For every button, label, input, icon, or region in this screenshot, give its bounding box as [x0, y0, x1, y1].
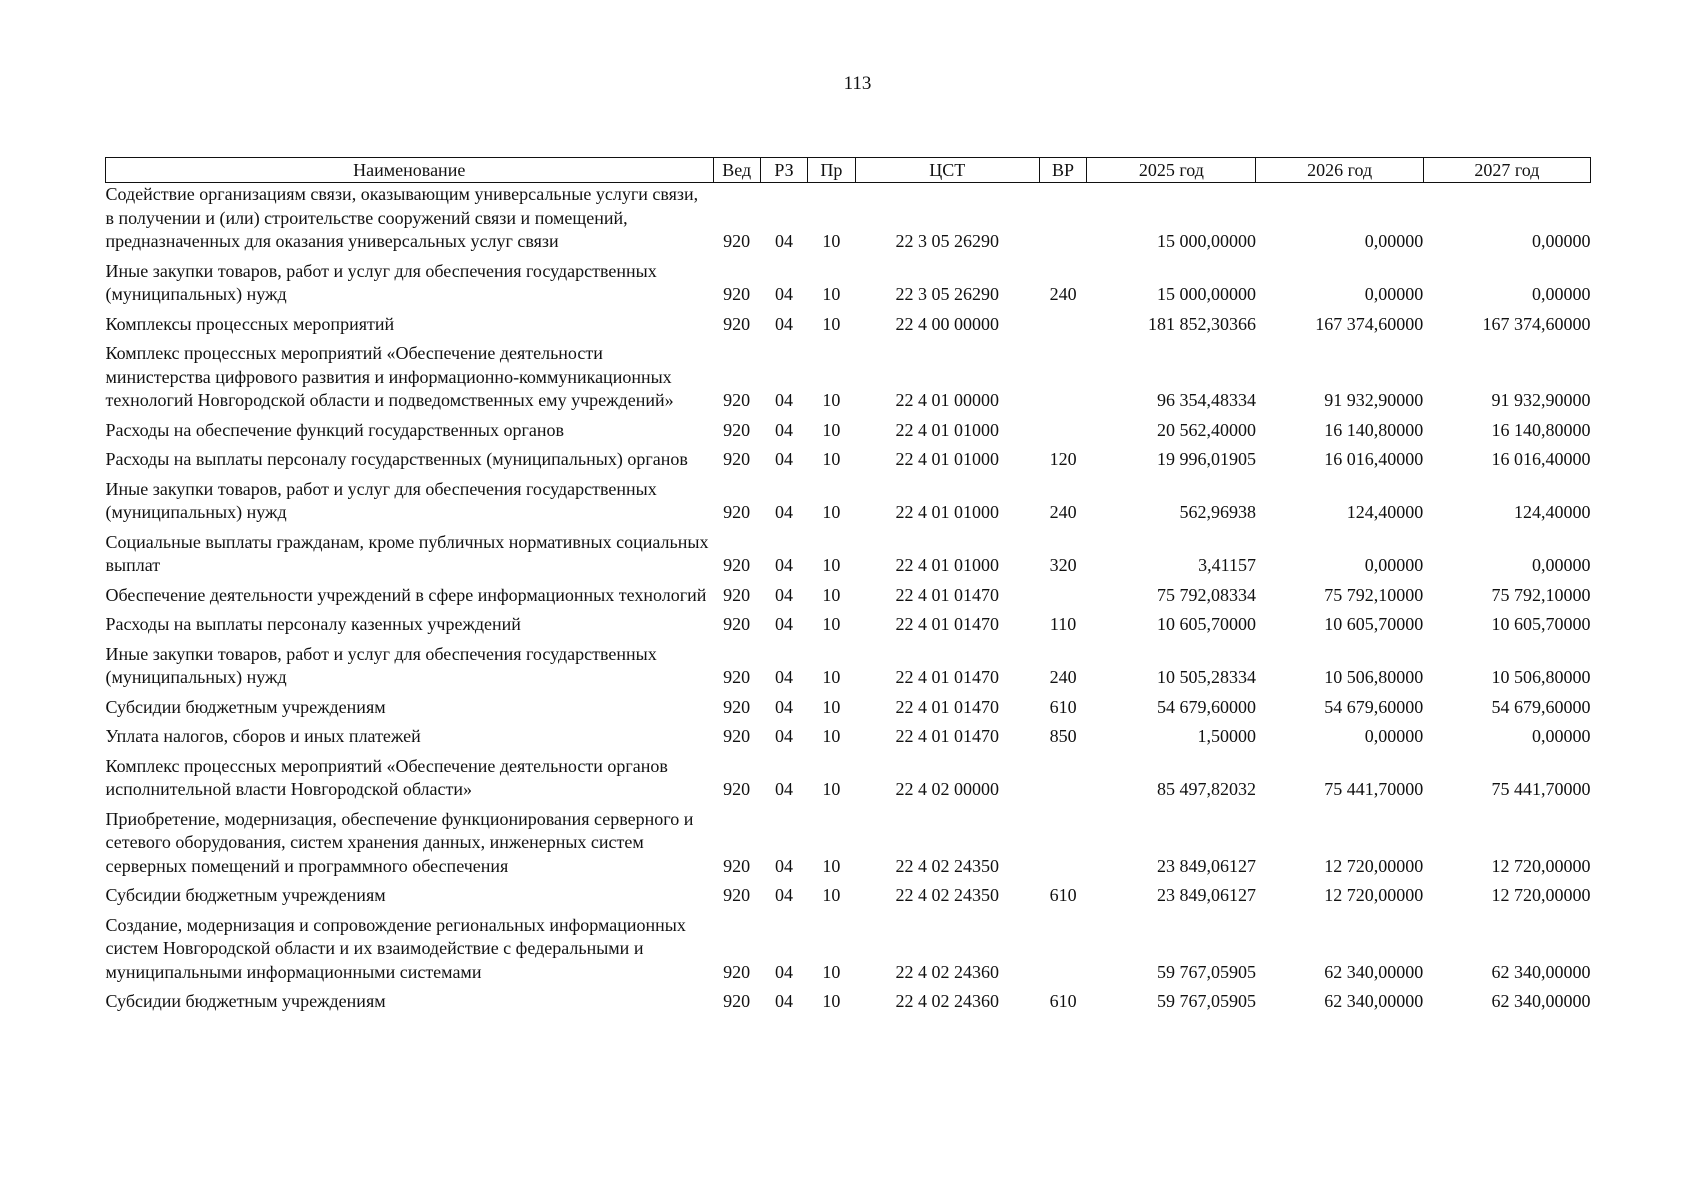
table-row: [106, 472, 1591, 525]
row-2026: 54 679,60000: [1324, 696, 1424, 717]
row-cst: 22 4 01 01000: [895, 419, 999, 440]
row-ved: 920: [723, 779, 751, 799]
row-rz: 04: [775, 961, 794, 982]
row-vr: [1039, 183, 1086, 254]
header-cst: ЦСТ: [855, 158, 1039, 183]
row-pr: 10: [822, 555, 841, 575]
row-vr: 240: [1049, 502, 1077, 522]
row-pr: 10: [822, 502, 841, 522]
row-ved: 920: [723, 555, 751, 575]
row-ved: 920: [723, 502, 751, 522]
row-2025: 20 562,40000: [1156, 419, 1256, 440]
row-pr: 10: [822, 231, 841, 251]
header-vr: ВР: [1039, 158, 1086, 183]
row-2027: 54 679,60000: [1491, 696, 1591, 717]
row-name: Расходы на выплаты персоналу казенных учреждений: [105, 614, 521, 634]
row-cst: 22 4 01 01470: [895, 584, 999, 605]
row-2027: 0,00000: [1532, 726, 1591, 746]
row-pr: 10: [822, 885, 841, 905]
row-ved: 920: [723, 313, 751, 334]
row-2026: 10 605,70000: [1324, 614, 1424, 634]
row-2026: 10 506,80000: [1324, 667, 1424, 687]
row-vr: [1039, 336, 1086, 413]
row-rz: 04: [775, 231, 794, 251]
row-ved: 920: [723, 449, 751, 469]
row-name: Социальные выплаты гражданам, кроме публичных нормативных социальных выплат: [105, 531, 709, 575]
row-2026: 167 374,60000: [1315, 313, 1424, 334]
row-2027: 16 016,40000: [1491, 449, 1591, 469]
row-vr: 110: [1049, 614, 1077, 634]
row-name: Приобретение, модернизация, обеспечение функционирования серверного и сетевого оборудования, систем хранения данных, инженерных систем серверных помещений и программного обеспечения: [105, 808, 694, 876]
table-row: [106, 908, 1591, 985]
row-cst: 22 4 01 01470: [895, 667, 999, 687]
row-vr: 850: [1049, 726, 1077, 746]
row-pr: 10: [822, 696, 841, 717]
row-2025: 15 000,00000: [1156, 231, 1256, 251]
row-rz: 04: [775, 667, 794, 687]
row-name: Иные закупки товаров, работ и услуг для обеспечения государственных (муниципальных) нужд: [105, 260, 657, 304]
row-ved: 920: [723, 284, 751, 304]
table-row: [106, 607, 1591, 637]
row-vr: 610: [1049, 991, 1077, 1011]
row-cst: 22 4 01 01000: [895, 555, 999, 575]
row-cst: 22 3 05 26290: [895, 284, 999, 304]
row-rz: 04: [775, 885, 794, 905]
row-name: Комплексы процессных мероприятий: [105, 313, 395, 334]
row-ved: 920: [723, 667, 751, 687]
row-2027: 10 506,80000: [1491, 667, 1591, 687]
row-pr: 10: [822, 726, 841, 746]
row-2026: 75 792,10000: [1324, 584, 1424, 605]
row-ved: 920: [723, 855, 751, 876]
row-pr: 10: [822, 667, 841, 687]
row-2026: 12 720,00000: [1324, 885, 1424, 905]
row-pr: 10: [822, 779, 841, 799]
row-pr: 10: [822, 961, 841, 982]
row-vr: [1039, 307, 1086, 337]
row-name: Иные закупки товаров, работ и услуг для обеспечения государственных (муниципальных) нужд: [105, 478, 657, 522]
row-2026: 75 441,70000: [1324, 779, 1424, 799]
table-row: [106, 984, 1591, 1014]
row-2025: 54 679,60000: [1156, 696, 1256, 717]
row-2025: 562,96938: [1179, 502, 1256, 522]
row-2025: 23 849,06127: [1156, 855, 1256, 876]
table-row: [106, 578, 1591, 608]
row-pr: 10: [822, 584, 841, 605]
row-2026: 0,00000: [1364, 726, 1424, 746]
row-ved: 920: [723, 991, 751, 1011]
table-row: [106, 802, 1591, 879]
row-2026: 0,00000: [1364, 555, 1424, 575]
row-2026: 91 932,90000: [1324, 390, 1424, 410]
row-2027: 12 720,00000: [1491, 855, 1591, 876]
row-cst: 22 4 02 00000: [895, 779, 999, 799]
row-name: Комплекс процессных мероприятий «Обеспечение деятельности министерства цифрового развития и информационно-коммуникационных технологий Новгородской области и подведомственных ему учреждений»: [105, 343, 674, 410]
row-2026: 62 340,00000: [1324, 991, 1424, 1011]
table-row: [106, 749, 1591, 802]
row-vr: 610: [1049, 885, 1077, 905]
row-vr: 320: [1049, 555, 1077, 575]
header-name: Наименование: [106, 158, 714, 183]
row-2026: 0,00000: [1364, 284, 1424, 304]
row-name: Иные закупки товаров, работ и услуг для обеспечения государственных (муниципальных) нужд: [105, 643, 657, 687]
row-rz: 04: [775, 284, 794, 304]
row-pr: 10: [822, 449, 841, 469]
row-2026: 16 016,40000: [1324, 449, 1424, 469]
row-2025: 59 767,05905: [1156, 991, 1256, 1011]
row-rz: 04: [775, 696, 794, 717]
row-cst: 22 4 01 01000: [895, 449, 999, 469]
row-rz: 04: [775, 313, 794, 334]
row-2025: 96 354,48334: [1156, 390, 1256, 410]
row-name: Субсидии бюджетным учреждениям: [105, 696, 386, 717]
row-rz: 04: [775, 449, 794, 469]
row-2027: 0,00000: [1532, 284, 1591, 304]
row-vr: 120: [1049, 449, 1077, 469]
table-row: [106, 183, 1591, 254]
row-2027: 124,40000: [1514, 502, 1591, 522]
row-2027: 75 792,10000: [1491, 584, 1591, 605]
table-row: [106, 442, 1591, 472]
row-2025: 10 505,28334: [1156, 667, 1256, 687]
header-ved: Вед: [713, 158, 760, 183]
row-ved: 920: [723, 419, 751, 440]
row-2025: 15 000,00000: [1156, 284, 1256, 304]
row-vr: [1039, 908, 1086, 985]
row-2025: 59 767,05905: [1156, 961, 1256, 982]
row-vr: [1039, 802, 1086, 879]
row-name: Содействие организациям связи, оказывающим универсальные услуги связи, в получении и (или) строительстве сооружений связи и помещений, предназначенных для оказания универсальных услуг связи: [105, 184, 699, 251]
row-2025: 75 792,08334: [1156, 584, 1256, 605]
row-cst: 22 4 00 00000: [895, 313, 999, 334]
row-name: Субсидии бюджетным учреждениям: [105, 885, 386, 905]
row-2027: 62 340,00000: [1491, 991, 1591, 1011]
row-ved: 920: [723, 390, 751, 410]
row-ved: 920: [723, 614, 751, 634]
row-rz: 04: [775, 502, 794, 522]
row-ved: 920: [723, 726, 751, 746]
row-2025: 3,41157: [1198, 555, 1256, 575]
row-cst: 22 4 02 24350: [895, 885, 999, 905]
row-2026: 124,40000: [1346, 502, 1424, 522]
row-ved: 920: [723, 696, 751, 717]
row-vr: 240: [1049, 667, 1077, 687]
row-ved: 920: [723, 231, 751, 251]
row-vr: 610: [1049, 696, 1077, 717]
row-2027: 0,00000: [1532, 231, 1591, 251]
row-cst: 22 4 01 00000: [895, 390, 999, 410]
header-pr: Пр: [808, 158, 855, 183]
table-row: [106, 719, 1591, 749]
row-rz: 04: [775, 584, 794, 605]
row-pr: 10: [822, 284, 841, 304]
row-pr: 10: [822, 419, 841, 440]
row-2027: 0,00000: [1532, 555, 1591, 575]
row-cst: 22 4 02 24350: [895, 855, 999, 876]
row-vr: [1039, 578, 1086, 608]
table-row: [106, 637, 1591, 690]
row-cst: 22 4 01 01470: [895, 726, 999, 746]
row-vr: 240: [1049, 284, 1077, 304]
table-row: [106, 690, 1591, 720]
row-vr: [1039, 749, 1086, 802]
row-name: Создание, модернизация и сопровождение региональных информационных систем Новгородской области и их взаимодействие с федеральными и муниципальными информационными системами: [105, 914, 686, 982]
row-2026: 16 140,80000: [1324, 419, 1424, 440]
row-ved: 920: [723, 961, 751, 982]
row-2025: 181 852,30366: [1147, 313, 1256, 334]
table-row: [106, 307, 1591, 337]
row-name: Обеспечение деятельности учреждений в сфере информационных технологий: [105, 584, 707, 605]
row-rz: 04: [775, 855, 794, 876]
header-2025: 2025 год: [1087, 158, 1256, 183]
table-row: [106, 336, 1591, 413]
row-rz: 04: [775, 390, 794, 410]
row-2027: 91 932,90000: [1491, 390, 1591, 410]
row-cst: 22 4 02 24360: [895, 961, 999, 982]
row-2026: 62 340,00000: [1324, 961, 1424, 982]
row-ved: 920: [723, 584, 751, 605]
row-rz: 04: [775, 779, 794, 799]
header-rz: РЗ: [760, 158, 807, 183]
row-pr: 10: [822, 390, 841, 410]
budget-table: [105, 157, 1591, 1014]
row-pr: 10: [822, 614, 841, 634]
row-vr: [1039, 413, 1086, 443]
row-cst: 22 4 01 01000: [895, 502, 999, 522]
row-2025: 23 849,06127: [1156, 885, 1256, 905]
row-cst: 22 4 01 01470: [895, 696, 999, 717]
row-rz: 04: [775, 419, 794, 440]
row-ved: 920: [723, 885, 751, 905]
row-rz: 04: [775, 991, 794, 1011]
row-2027: 75 441,70000: [1491, 779, 1591, 799]
row-2025: 85 497,82032: [1156, 779, 1256, 799]
table-row: [106, 525, 1591, 578]
row-2026: 12 720,00000: [1324, 855, 1424, 876]
row-2025: 19 996,01905: [1156, 449, 1256, 469]
row-2027: 167 374,60000: [1482, 313, 1591, 334]
row-name: Расходы на выплаты персоналу государственных (муниципальных) органов: [105, 449, 688, 469]
row-cst: 22 4 01 01470: [895, 614, 999, 634]
row-cst: 22 3 05 26290: [895, 231, 999, 251]
row-pr: 10: [822, 991, 841, 1011]
row-2027: 12 720,00000: [1491, 885, 1591, 905]
row-2026: 0,00000: [1364, 231, 1424, 251]
row-rz: 04: [775, 614, 794, 634]
table-row: [106, 878, 1591, 908]
row-cst: 22 4 02 24360: [895, 991, 999, 1011]
row-rz: 04: [775, 726, 794, 746]
row-2027: 16 140,80000: [1491, 419, 1591, 440]
row-pr: 10: [822, 313, 841, 334]
row-2025: 1,50000: [1197, 726, 1256, 746]
row-name: Комплекс процессных мероприятий «Обеспечение деятельности органов исполнительной власти Новгородской области»: [105, 755, 668, 799]
table-row: [106, 254, 1591, 307]
header-2027: 2027 год: [1423, 158, 1590, 183]
table-header-row: [106, 158, 1591, 183]
row-2027: 10 605,70000: [1491, 614, 1591, 634]
page-number: 113: [843, 73, 872, 94]
row-pr: 10: [822, 855, 841, 876]
row-2027: 62 340,00000: [1491, 961, 1591, 982]
row-name: Уплата налогов, сборов и иных платежей: [105, 726, 421, 746]
table-row: [106, 413, 1591, 443]
row-2025: 10 605,70000: [1156, 614, 1256, 634]
row-name: Субсидии бюджетным учреждениям: [105, 991, 386, 1011]
table-body: [106, 183, 1591, 1014]
row-rz: 04: [775, 555, 794, 575]
row-name: Расходы на обеспечение функций государственных органов: [105, 419, 564, 440]
header-2026: 2026 год: [1256, 158, 1423, 183]
